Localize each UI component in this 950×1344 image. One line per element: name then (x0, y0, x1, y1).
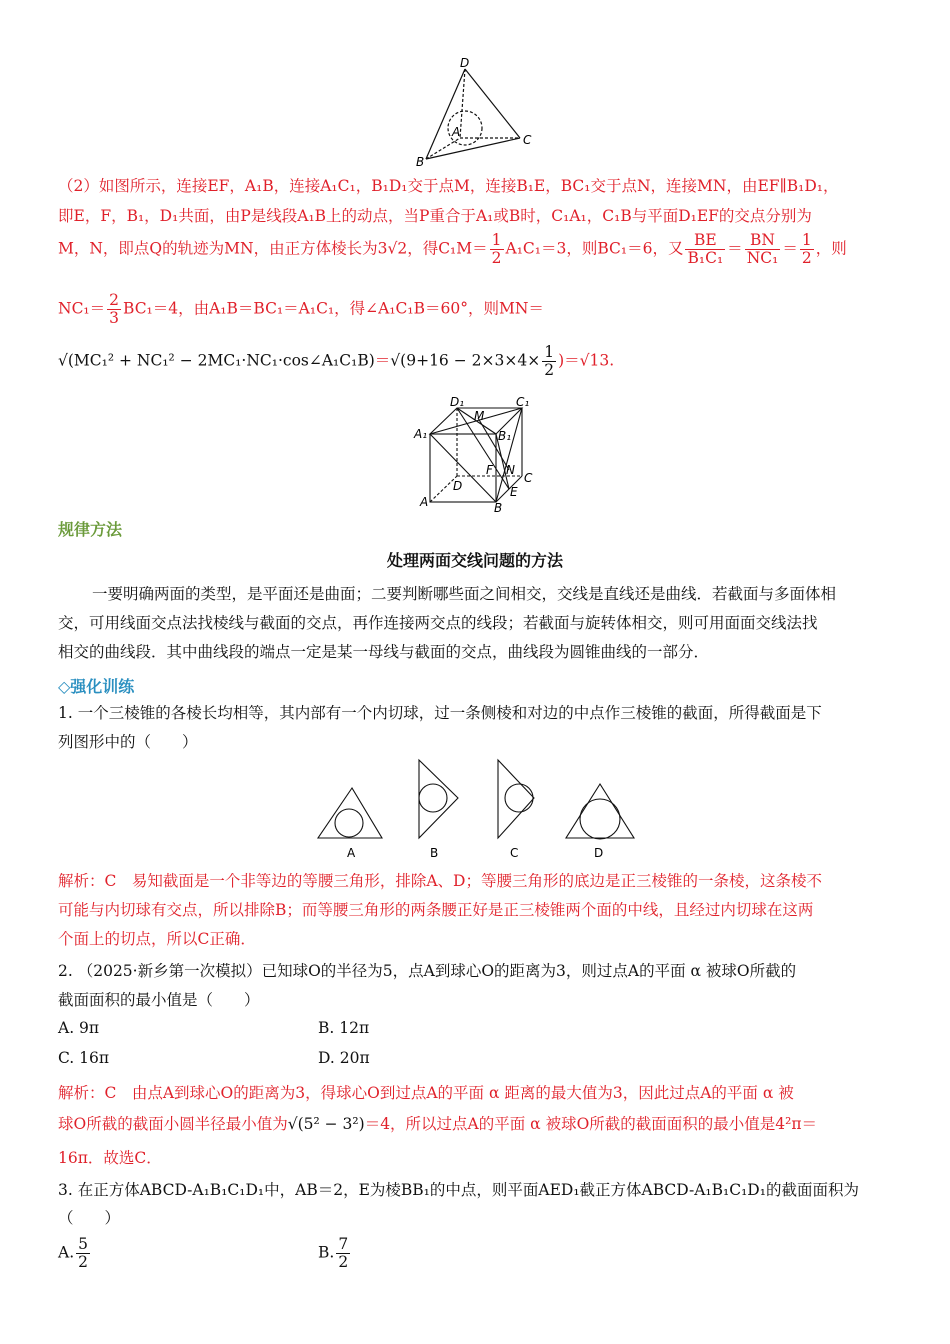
solution2-line5-formula: √(MC₁² + NC₁² − 2MC₁·NC₁·cos∠A₁C₁B)＝√(9+16 − 2×3×4× $\frac{1}{2}$ )＝√13. (58, 343, 615, 380)
q1-options-figure (312, 756, 642, 864)
svg-text:A: A (420, 495, 429, 509)
label-C: C (523, 133, 532, 147)
q1-line2: 列图形中的（ ） (58, 733, 198, 751)
svg-text:F: F (486, 463, 493, 477)
svg-text:C: C (524, 471, 533, 485)
a1-line2: 可能与内切球有交点，所以排除B；而等腰三角形的两条腰正好是正三棱锥两个面的中线，且经过内切球在这两 (58, 901, 814, 919)
q2-line1: 2. （2025·新乡第一次模拟）已知球O的半径为5，点A到球心O的距离为3，则过点A的平面 α 被球O所截的 (58, 962, 797, 980)
solution2-line1: （2）如图所示，连接EF，A₁B，连接A₁C₁，B₁D₁交于点M，连接B₁E，BC₁交于点N，连接MN，由EF∥B₁D₁， (58, 177, 839, 195)
q2-option-A: A. 9π (58, 1019, 100, 1037)
label-D: D (460, 56, 470, 70)
svg-text:C: C (510, 846, 519, 860)
svg-text:A₁: A₁ (414, 427, 428, 441)
fraction: $\frac{2}{3}$ (109, 291, 120, 328)
svg-text:A: A (347, 846, 356, 860)
svg-text:D: D (594, 846, 604, 860)
fraction: $\frac{1}{2}$ (544, 343, 555, 380)
q3-option-A: A. $\frac{5}{2}$ (58, 1235, 88, 1272)
label-A: A (452, 125, 461, 139)
training-title: ◇强化训练 (58, 677, 135, 696)
a2-line2: 球O所截的截面小圆半径最小值为√(5² − 3²)＝4，所以过点A的平面 α 被球O所截的截面面积的最小值是4²π＝ (58, 1115, 818, 1133)
q2-line2: 截面面积的最小值是（ ） (58, 991, 260, 1009)
q2-option-D: D. 20π (318, 1049, 370, 1067)
svg-text:D₁: D₁ (450, 395, 465, 409)
fraction: $\frac{1}{2}$ (491, 231, 502, 268)
svg-text:D: D (453, 479, 463, 493)
method-paragraph-line3: 相交的曲线段．其中曲线段的端点一定是某一母线与截面的交点，曲线段为圆锥曲线的一部分． (58, 643, 710, 661)
svg-text:B: B (494, 501, 503, 514)
a2-line1: 解析：C 由点A到球心O的距离为3，得球心O到过点A的平面 α 距离的最大值为3，因此过点A的平面 α 被 (58, 1084, 794, 1102)
q3-line2: （ ） (58, 1209, 121, 1227)
q1-line1: 1. 一个三棱锥的各棱长均相等，其内部有一个内切球，过一条侧棱和对边的中点作三棱锥的截面，所得截面是下 (58, 704, 822, 722)
solution2-line2: 即E，F，B₁，D₁共面，由P是线段A₁B上的动点，当P重合于A₁或B时，C₁A₁，C₁B与平面D₁EF的交点分别为 (58, 207, 812, 225)
label-B: B (416, 155, 425, 169)
method-paragraph-line1: 一要明确两面的类型，是平面还是曲面；二要判断哪些面之间相交，交线是直线还是曲线．若截面与多面体相 (92, 585, 837, 603)
fraction: $\frac{BE}{\text{B₁C₁}}$ (687, 231, 724, 268)
solution2-line4: NC₁＝ $\frac{2}{3}$ BC₁＝4，由A₁B＝BC₁＝A₁C₁，得∠A₁C₁B＝60°，则MN＝ (58, 291, 544, 328)
svg-text:E: E (510, 485, 518, 499)
q3-line1: 3. 在正方体ABCD-A₁B₁C₁D₁中，AB＝2，E为棱BB₁的中点，则平面AED₁截正方体ABCD-A₁B₁C₁D₁的截面面积为 (58, 1181, 859, 1199)
method-title: 处理两面交线问题的方法 (386, 551, 563, 570)
fraction: $\frac{BN}{\text{NC₁}}$ (746, 231, 779, 268)
tetrahedron-figure (410, 56, 545, 171)
svg-text:C₁: C₁ (516, 395, 530, 409)
method-paragraph-line2: 交，可用线面交点法找棱线与截面的交点，再作连接两交点的线段；若截面与旋转体相交，则可用面面交线法找 (58, 614, 818, 632)
solution2-line3: M，N，即点Q的轨迹为MN，由正方体棱长为3√2，得C₁M＝ $\frac{1}{2}$ A₁C₁＝3，则BC₁＝6，又 $\frac{BE}{\text{B₁C₁}}$ ＝ $\frac{BN}{\text{NC₁}}$ ＝ $\frac{1}{2}$ ，则 (58, 231, 847, 268)
a1-line1: 解析：C 易知截面是一个非等边的等腰三角形，排除A、D；等腰三角形的底边是正三棱锥的一条棱，这条棱不 (58, 872, 822, 890)
svg-text:N: N (506, 463, 515, 477)
svg-text:B: B (430, 846, 439, 860)
svg-text:B₁: B₁ (498, 429, 512, 443)
q2-option-B: B. 12π (318, 1019, 370, 1037)
a2-line3: 16π．故选C． (58, 1149, 162, 1167)
cube-figure (410, 394, 545, 514)
q3-option-B: B. $\frac{7}{2}$ (318, 1235, 349, 1272)
method-heading: 规律方法 (58, 520, 123, 539)
svg-text:M: M (474, 409, 485, 423)
q2-option-C: C. 16π (58, 1049, 110, 1067)
a1-line3: 个面上的切点，所以C正确． (58, 930, 256, 948)
fraction: $\frac{1}{2}$ (801, 231, 812, 268)
